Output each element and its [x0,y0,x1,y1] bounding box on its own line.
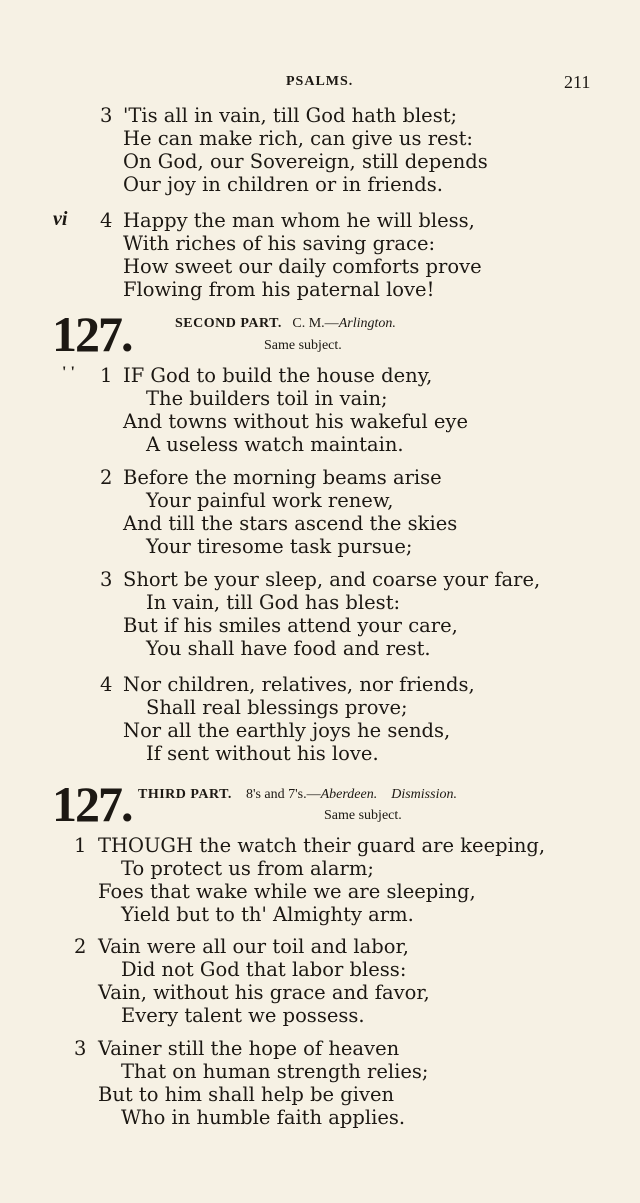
hymn-subject: Same subject. [324,808,402,823]
page-number: 211 [564,72,591,92]
verse-line: 'Tis all in vain, till God hath blest; [123,104,458,127]
verse-line: Your painful work renew, [146,489,394,512]
hymn-heading [175,316,396,332]
verse-line: The builders toil in vain; [146,387,388,410]
verse-line: Your tiresome task pursue; [146,535,413,558]
hymn-part: THIRD PART. [138,787,232,802]
hymn-heading [138,787,457,803]
verse-line: To protect us from alarm; [121,857,374,880]
hymn-number: 127. [52,776,132,832]
margin-marker: vi [53,208,68,230]
running-header: PSALMS. [286,74,354,89]
verse-line: You shall have food and rest. [146,637,431,660]
stanza-number: 3 [100,568,113,591]
hymn-meter: 8's and 7's.— [245,787,321,802]
verse-line: Every talent we possess. [121,1004,365,1027]
hymn-tune: Arlington. [338,316,396,331]
verse-line: That on human strength relies; [121,1060,429,1083]
hymn-subject: Same subject. [264,338,342,353]
verse-line: Nor children, relatives, nor friends, [123,673,475,696]
verse-line: A useless watch maintain. [146,433,404,456]
stanza-number: 4 [100,673,113,696]
verse-line: With riches of his saving grace: [123,232,436,255]
stanza-number: 3 [100,104,113,127]
verse-line: Before the morning beams arise [123,466,442,489]
margin-marker: ' ' [62,364,75,381]
verse-line: Nor all the earthly joys he sends, [123,719,451,742]
verse-line: Shall real blessings prove; [146,696,408,719]
verse-line: Our joy in children or in friends. [123,173,443,196]
verse-line: Happy the man whom he will bless, [123,209,475,232]
verse-line: Who in humble faith applies. [121,1106,406,1129]
stanza-number: 2 [100,466,113,489]
hymn-number: 127. [52,306,132,362]
stanza-number: 3 [74,1037,87,1060]
stanza-number: 1 [74,834,87,857]
verse-line: Flowing from his paternal love! [123,278,435,301]
verse-line: THOUGH the watch their guard are keeping, [98,834,546,857]
verse-line: And till the stars ascend the skies [123,512,458,535]
verse-line: In vain, till God has blest: [146,591,401,614]
stanza-number: 1 [100,364,113,387]
hymn-tune-alt: Dismission. [391,787,457,802]
verse-line: Foes that wake while we are sleeping, [98,880,476,903]
hymn-meter: C. M.— [292,316,339,331]
verse-line: IF God to build the house deny, [123,364,433,387]
verse-line: But if his smiles attend your care, [123,614,458,637]
verse-line: Vain, without his grace and favor, [98,981,430,1004]
verse-line: How sweet our daily comforts prove [123,255,482,278]
verse-line: Did not God that labor bless: [121,958,407,981]
stanza-number: 2 [74,935,87,958]
hymn-tune: Aberdeen. [320,787,378,802]
stanza-number: 4 [100,209,113,232]
verse-line: Vain were all our toil and labor, [98,935,409,958]
verse-line: But to him shall help be given [98,1083,395,1106]
hymn-part: SECOND PART. [175,316,282,331]
verse-line: If sent without his love. [146,742,379,765]
verse-line: He can make rich, can give us rest: [123,127,473,150]
verse-line: Short be your sleep, and coarse your fare, [123,568,541,591]
verse-line: And towns without his wakeful eye [123,410,468,433]
verse-line: On God, our Sovereign, still depends [123,150,488,173]
verse-line: Yield but to th' Almighty arm. [121,903,414,926]
verse-line: Vainer still the hope of heaven [98,1037,400,1060]
